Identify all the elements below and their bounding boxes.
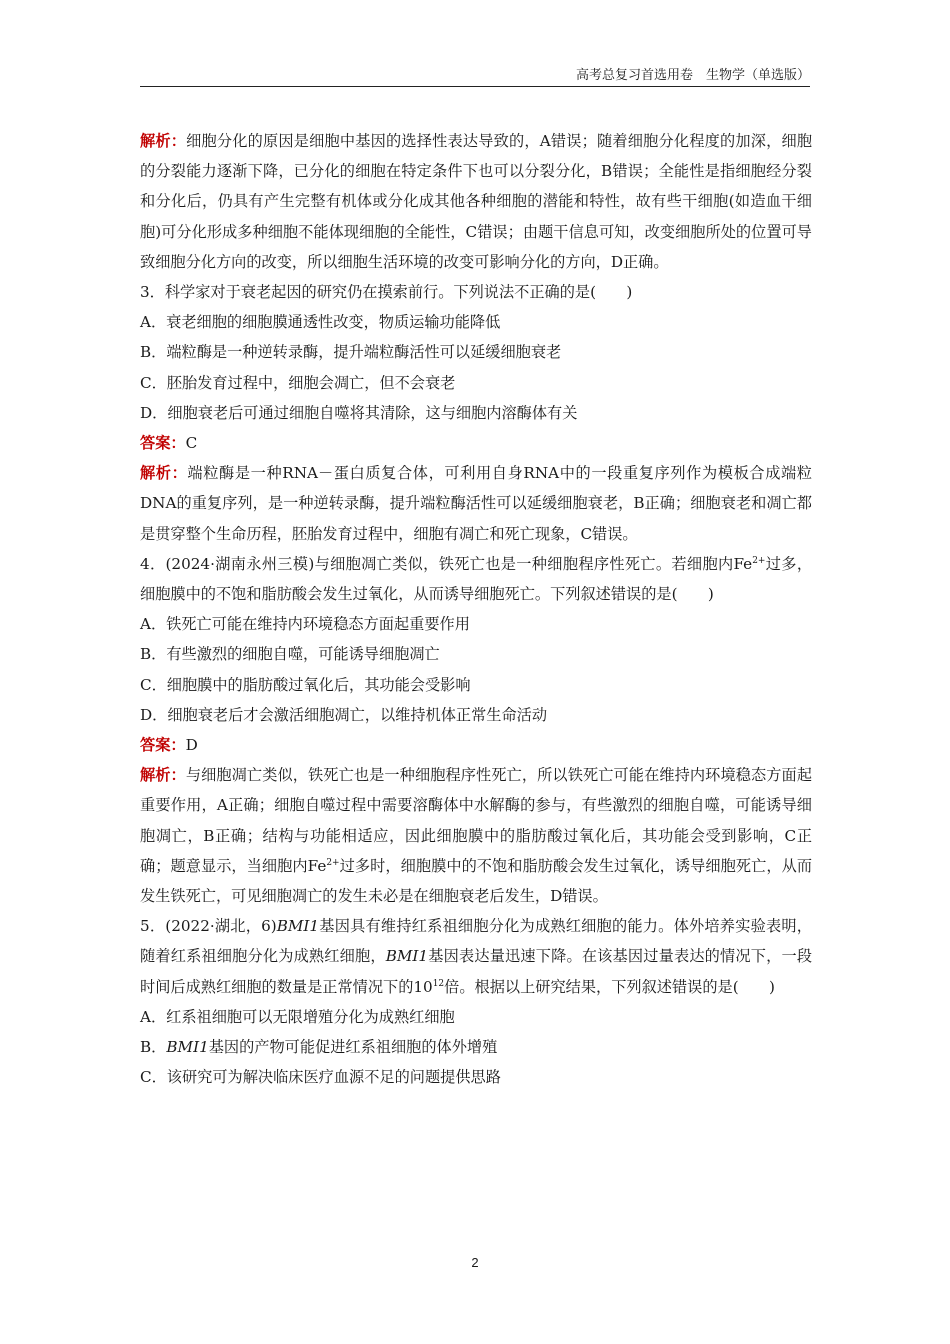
q4-option-a: A．铁死亡可能在维持内环境稳态方面起重要作用 [140,615,470,634]
option-prefix: B． [140,1038,167,1057]
q3-answer [140,428,812,458]
q5-stem-part-d: 倍。根据以上研究结果，下列叙述错误的是( ) [444,977,775,996]
q5-option-c: C．该研究可为解决临床医疗血源不足的问题提供思路 [140,1068,501,1087]
q4-stem-part-a: 4．(2024·湖南永州三模)与细胞凋亡类似，铁死亡也是一种细胞程序性死亡。若细胞内Fe [140,554,753,573]
gene-name: BMI1 [385,947,429,966]
analysis-text-b: 过多时，细胞膜中的不饱和脂肪酸会发生过氧化，诱导细胞死亡，从而发生铁死亡，可见细胞凋亡的发生未必是在细胞衰老后发生，D错误。 [140,856,813,906]
page-number: 2 [471,1255,479,1270]
q4-answer [140,730,812,760]
q4-stem-part-b: 过多，细胞膜中的不饱和脂肪酸会发生过氧化，从而诱导细胞死亡。下列叙述错误的是( ) [140,554,813,604]
analysis-text-a: 与细胞凋亡类似，铁死亡也是一种细胞程序性死亡，所以铁死亡可能在维持内环境稳态方面起重要作用，A正确；细胞自噬过程中需要溶酶体中水解酶的参与，有些激烈的细胞自噬，可能诱导细胞凋亡，B正确；结构与功能相适应，因此细胞膜中的脂肪酸过氧化后，其功能会受到影响，C正确；题意显示，当细胞内Fe [140,766,813,875]
q5-option-b [140,1032,812,1062]
analysis-text: 细胞分化的原因是细胞中基因的选择性表达导致的，A错误；随着细胞分化程度的加深，细胞的分裂能力逐渐下降，已分化的细胞在特定条件下也可以分裂分化，B错误；全能性是指细胞经分裂和分化后，仍具有产生完整有机体或分化成其他各种细胞的潜能和特性，故有些干细胞(如造血干细胞)可分化形成多种细胞不能体现细胞的全能性，C错误；由题干信息可知，改变细胞所处的位置可导致细胞分化方向的改变，所以细胞生活环境的改变可影响分化的方向，D正确。 [140,132,813,271]
page-header [140,68,810,87]
analysis-text: 端粒酶是一种RNA－蛋白质复合体，可利用自身RNA中的一段重复序列作为模板合成端粒DNA的重复序列，是一种逆转录酶，提升端粒酶活性可以延缓细胞衰老，B正确；细胞衰老和凋亡都是贯穿整个生命历程，胚胎发育过程中，细胞有凋亡和死亡现象，C错误。 [140,464,812,543]
answer-label: 答案： [140,434,186,453]
q3-option-a: A．衰老细胞的细胞膜通透性改变，物质运输功能降低 [140,313,501,332]
q3-analysis [140,458,812,549]
q5-stem-part-b: 基因具有维持红系祖细胞分化为成熟红细胞的能力。体外培养实验表明，随着红系祖细胞分化为成熟红细胞， [140,917,812,966]
answer-value: D [185,736,198,755]
page-content [140,126,812,1093]
q4-analysis [140,760,812,911]
q2-analysis [140,126,812,277]
q5-stem [140,911,812,1002]
q5-stem-part-c: 基因表达量迅速下降。在该基因过量表达的情况下，一段时间后成熟红细胞的数量是正常情况下的10 [140,947,813,996]
q3-option-c: C．胚胎发育过程中，细胞会凋亡，但不会衰老 [140,373,456,392]
q4-option-c: C．细胞膜中的脂肪酸过氧化后，其功能会受影响 [140,675,471,694]
analysis-label: 解析： [140,132,187,150]
q4-option-b: B．有些激烈的细胞自噬，可能诱导细胞凋亡 [140,645,440,664]
gene-name: BMI1 [276,917,320,936]
q4-option-d: D．细胞衰老后才会激活细胞凋亡，以维持机体正常生命活动 [140,705,548,724]
option-text: 基因的产物可能促进红系祖细胞的体外增殖 [208,1038,498,1057]
ion-charge: 2+ [326,857,340,868]
q5-stem-part-a: 5．(2022·湖北，6) [140,917,277,936]
analysis-label: 解析： [140,464,188,483]
q3-option-b: B．端粒酶是一种逆转录酶，提升端粒酶活性可以延缓细胞衰老 [140,343,562,362]
analysis-label: 解析： [140,766,186,785]
answer-label: 答案： [140,736,186,755]
ion-charge: 2+ [752,555,766,566]
answer-value: C [185,434,198,453]
q3-stem: 3．科学家对于衰老起因的研究仍在摸索前行。下列说法不正确的是( ) [140,283,633,302]
header-title: 高考总复习首选用卷 生物学（单选版） [575,68,810,83]
gene-name: BMI1 [166,1038,209,1057]
q3-option-d: D．细胞衰老后可通过细胞自噬将其清除，这与细胞内溶酶体有关 [140,403,578,422]
q5-option-a: A．红系祖细胞可以无限增殖分化为成熟红细胞 [140,1007,455,1026]
exponent: 12 [432,978,445,989]
q4-stem [140,549,812,609]
